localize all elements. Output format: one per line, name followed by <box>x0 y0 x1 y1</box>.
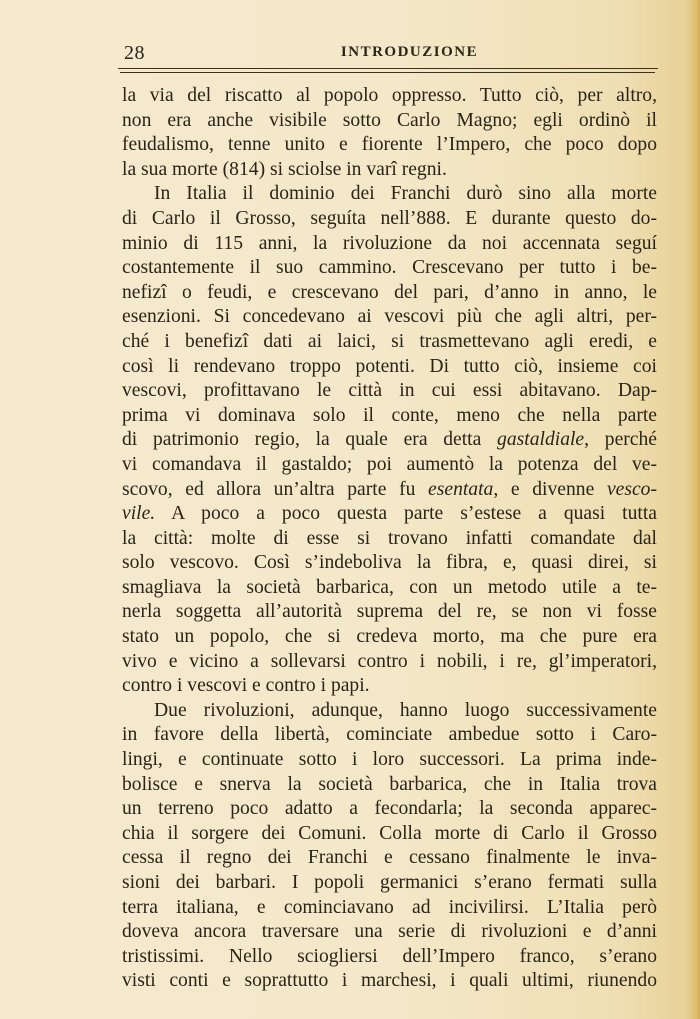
page-number: 28 <box>124 42 145 64</box>
text-line: nerla soggetta all’autorità suprema del re, se non vi fosse <box>122 601 657 623</box>
text-line: sioni dei barbari. I popoli germanici s’erano fermati sulla <box>122 872 657 893</box>
text-line: un terreno poco adatto a fecondarla; la seconda apparec- <box>122 798 657 820</box>
text-line: la via del riscatto al popolo oppresso. Tutto ciò, per altro, <box>122 85 657 106</box>
text-line: minio di 115 anni, la rivoluzione da noi accennata seguí <box>122 232 657 254</box>
body-text <box>122 84 657 994</box>
text-line: costantemente il suo cammino. Crescevano per tutto i be- <box>122 257 657 279</box>
text-segment: , e divenne <box>493 478 607 500</box>
text-line: di Carlo il Grosso, seguíta nell’888. E durante questo do- <box>122 207 657 229</box>
text-line: ché i benefizî dati ai laici, si trasmettevano agli eredi, e <box>122 330 657 352</box>
text-line: vi comandava il gastaldo; poi aumentò la potenza del ve- <box>122 453 657 475</box>
italic-term: vile. <box>122 503 156 525</box>
text-line: tristissimi. Nello sciogliersi dell’Impero franco, s’erano <box>122 945 657 967</box>
text-line: stato un popolo, che si credeva morto, ma che pure era <box>122 626 657 648</box>
running-title: INTRODUZIONE <box>340 44 479 60</box>
text-line: smagliava la società barbarica, con un metodo utile a te- <box>122 576 657 598</box>
text-line: lingi, e continuate sotto i loro successori. La prima inde- <box>122 749 657 771</box>
italic-term: gastaldiale <box>497 429 585 451</box>
text-line: contro i vescovi e contro i papi. <box>122 675 370 697</box>
text-line <box>122 502 657 527</box>
text-line <box>122 478 657 503</box>
text-line: in favore della libertà, cominciate ambedue sotto i Caro- <box>122 724 657 746</box>
text-line: la sua morte (814) si sciolse in varî regni. <box>122 158 447 180</box>
text-line: così li rendevano troppo potenti. Di tutto ciò, insieme coi <box>122 355 657 377</box>
italic-term: vesco- <box>606 478 657 500</box>
text-segment: , perché <box>584 429 657 451</box>
page-header <box>122 40 657 68</box>
text-line: vescovi, profittavano le città in cui essi abitavano. Dap- <box>122 380 657 402</box>
text-segment: scovo, ed allora un’altra parte fu <box>122 478 429 500</box>
text-line: vivo e vicino a sollevarsi contro i nobili, i re, gl’imperatori, <box>122 650 657 672</box>
text-line: bolisce e snerva la società barbarica, che in Italia trova <box>122 773 657 795</box>
text-line: Due rivoluzioni, adunque, hanno luogo successivamente <box>154 699 657 721</box>
text-line: cessa il regno dei Franchi e cessano finalmente le inva- <box>122 847 657 869</box>
text-line: nefizî o feudi, e crescevano del pari, d’anno in anno, le <box>122 281 657 303</box>
text-line: chia il sorgere dei Comuni. Colla morte di Carlo il Grosso <box>122 822 657 844</box>
header-rule-bottom <box>120 72 655 73</box>
page-edge-shading <box>686 0 700 1019</box>
text-line: terra italiana, e cominciavano ad incivilirsi. L’Italia però <box>122 896 657 918</box>
text-line: doveva ancora traversare una serie di rivoluzioni e d’anni <box>122 921 657 943</box>
text-segment: di patrimonio regio, la quale era detta <box>122 429 498 451</box>
text-line: In Italia il dominio dei Franchi durò sino alla morte <box>154 183 657 205</box>
text-segment: A poco a poco questa parte s’estese a quasi tutta <box>155 503 657 525</box>
text-line <box>122 428 657 453</box>
text-line: visti conti e soprattutto i marchesi, i quali ultimi, riunendo <box>122 970 657 992</box>
text-line: esenzioni. Si concedevano ai vescovi più che agli altri, per- <box>122 306 657 328</box>
text-line: prima vi dominava solo il conte, meno che nella parte <box>122 404 657 426</box>
italic-term: esentata <box>428 478 494 500</box>
text-line: feudalismo, tenne unito e fiorente l’Impero, che poco dopo <box>122 134 657 156</box>
header-rule-top <box>118 68 658 69</box>
text-line: solo vescovo. Così s’indeboliva la fibra, e, quasi direi, si <box>122 552 657 574</box>
text-line: non era anche visibile sotto Carlo Magno; egli ordinò il <box>122 109 657 131</box>
text-line: la città: molte di esse si trovano infatti comandate dal <box>122 527 657 549</box>
